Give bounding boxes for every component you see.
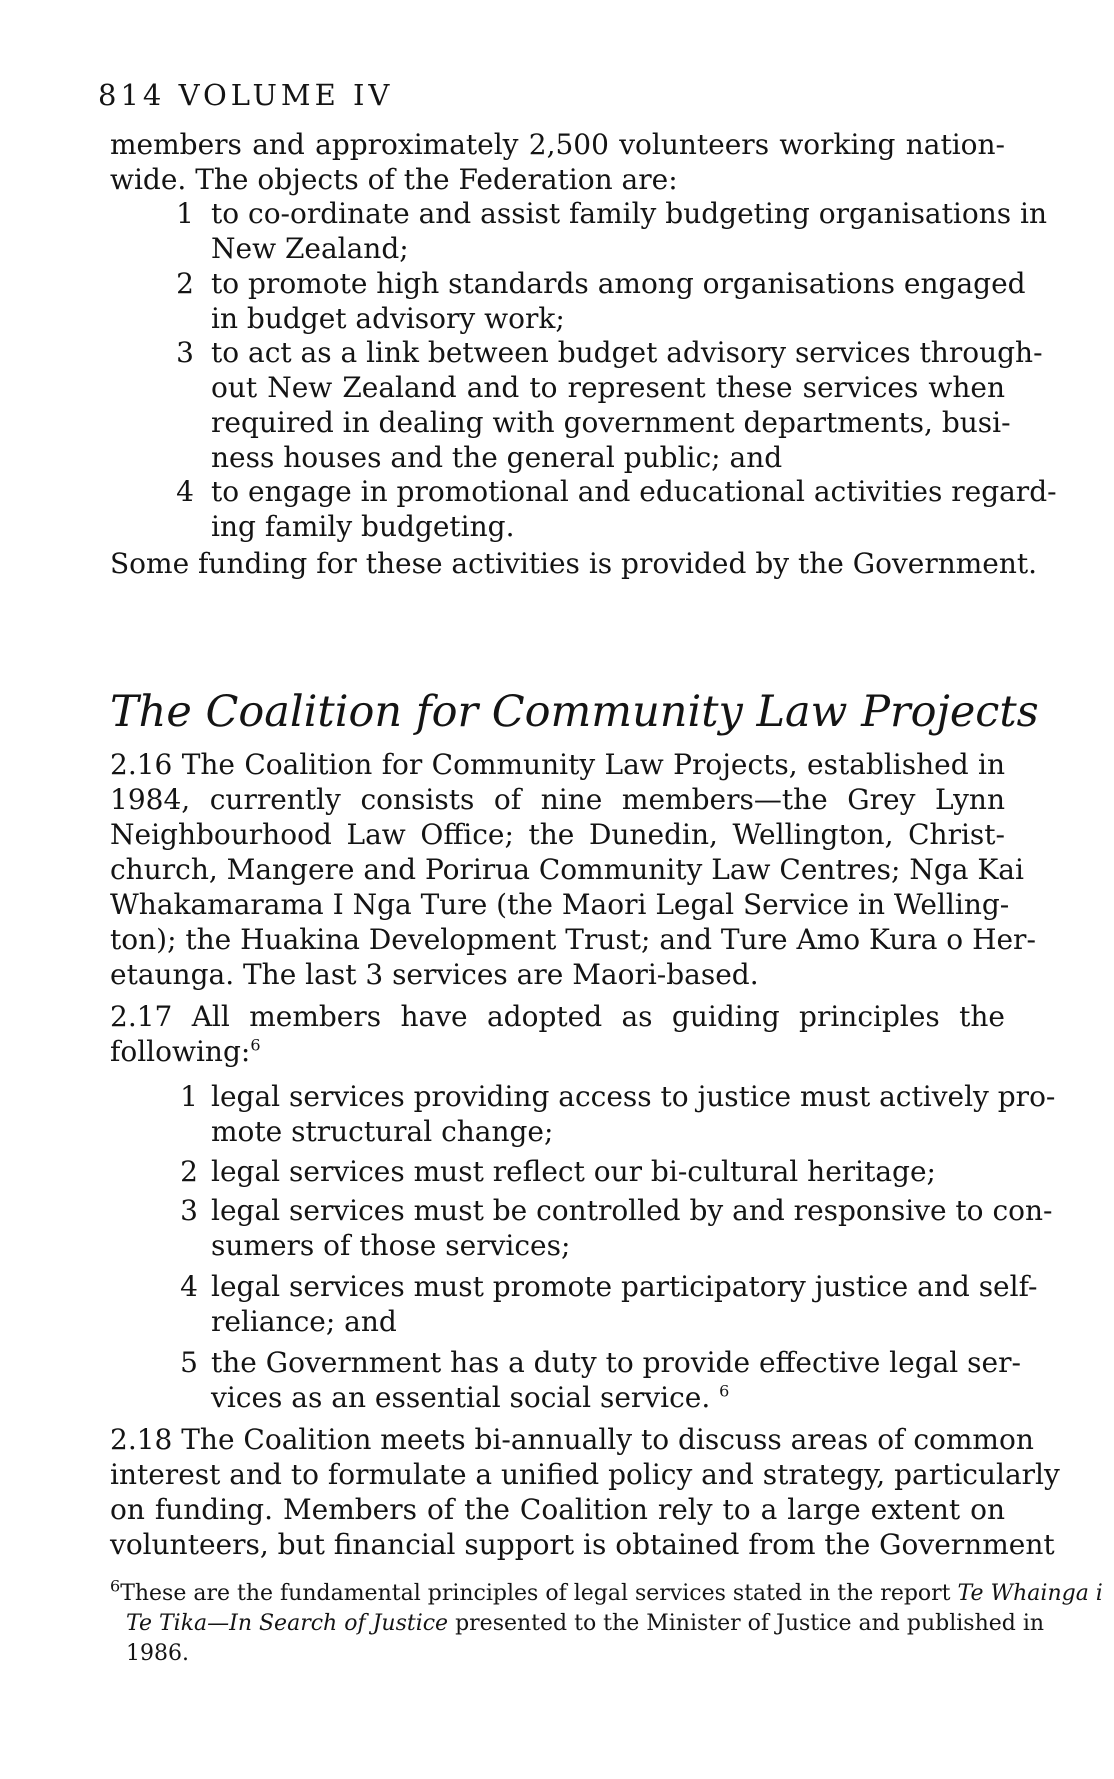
text-span: following: <box>110 1035 251 1068</box>
text-line: volunteers, but financial support is obtained from the Government <box>110 1528 1055 1561</box>
text-line: Some funding for these activities is provided by the Government. <box>110 547 1038 580</box>
list-number: 5 <box>180 1346 198 1379</box>
text-line: etaunga. The last 3 services are Maori-based. <box>110 958 759 991</box>
text-line: church, Mangere and Porirua Community Law Centres; Nga Kai <box>110 853 1024 886</box>
list-item-line: legal services must be controlled by and responsive to con- <box>211 1194 1053 1227</box>
text-line: 2.16 The Coalition for Community Law Projects, established in <box>110 748 1005 781</box>
list-item-line: to engage in promotional and educational activities regard- <box>211 475 1057 508</box>
list-item-line: mote structural change; <box>211 1115 554 1148</box>
list-item-line: ness houses and the general public; and <box>211 441 783 474</box>
list-item-line: legal services must promote participatory justice and self- <box>211 1270 1038 1303</box>
text-line: Neighbourhood Law Office; the Dunedin, Wellington, Christ- <box>110 818 1005 851</box>
footnote-line: 1986. <box>126 1641 189 1666</box>
list-item-line: to co-ordinate and assist family budgeting organisations in <box>211 197 1047 230</box>
list-number: 4 <box>180 1270 198 1303</box>
list-item-line <box>211 1381 1005 1415</box>
running-head: 814 VOLUME IV <box>98 78 394 112</box>
text-line: 2.18 The Coalition meets bi-annually to discuss areas of common <box>110 1423 1034 1456</box>
footnote-marker: 6 <box>110 1576 121 1596</box>
footnote-ref: 6 <box>250 1035 261 1055</box>
list-item-line: out New Zealand and to represent these services when <box>211 371 1005 404</box>
text-span: vices as an essential social service. <box>211 1381 711 1414</box>
text-line: 2.17 All members have adopted as guiding principles the <box>110 1000 1005 1033</box>
list-item-line: in budget advisory work; <box>211 302 565 335</box>
list-item-line: the Government has a duty to provide effective legal ser- <box>211 1346 1021 1379</box>
list-item-line: legal services must reflect our bi-cultural heritage; <box>211 1155 936 1188</box>
text-line <box>110 1035 1005 1069</box>
list-item-line: sumers of those services; <box>211 1229 571 1262</box>
list-number: 3 <box>180 1194 198 1227</box>
list-item-line: to promote high standards among organisations engaged <box>211 267 1026 300</box>
list-number: 4 <box>176 475 194 508</box>
list-number: 2 <box>180 1155 198 1188</box>
list-item-line: New Zealand; <box>211 232 409 265</box>
text-line: interest and to formulate a unified policy and strategy, particularly <box>110 1458 1060 1491</box>
footnote-line <box>126 1610 1045 1638</box>
list-item-line: to act as a link between budget advisory services through- <box>211 336 1043 369</box>
list-number: 1 <box>176 197 194 230</box>
text-line: on funding. Members of the Coalition rely to a large extent on <box>110 1493 1005 1526</box>
report-title: Te Whainga i <box>957 1581 1103 1606</box>
list-item-line: legal services providing access to justice must actively pro- <box>211 1080 1056 1113</box>
text-line: wide. The objects of the Federation are: <box>110 163 678 196</box>
list-item-line: required in dealing with government departments, busi- <box>211 406 1011 439</box>
text-line: members and approximately 2,500 volunteers working nation- <box>110 128 1005 161</box>
text-line: ton); the Huakina Development Trust; and Ture Amo Kura o Her- <box>110 923 1036 956</box>
text-span: presented to the Minister of Justice and published in <box>448 1611 1045 1636</box>
list-number: 2 <box>176 267 194 300</box>
text-line: Whakamarama I Nga Ture (the Maori Legal Service in Welling- <box>110 888 1010 921</box>
text-line: 1984, currently consists of nine members—the Grey Lynn <box>110 783 1005 816</box>
list-number: 1 <box>180 1080 198 1113</box>
text-span: These are the fundamental principles of legal services stated in the report <box>120 1581 958 1606</box>
footnote-ref: 6 <box>719 1381 730 1401</box>
list-item-line: reliance; and <box>211 1305 397 1338</box>
list-number: 3 <box>176 336 194 369</box>
list-item-line: ing family budgeting. <box>211 510 515 543</box>
footnote-line <box>110 1576 1103 1608</box>
section-heading: The Coalition for Community Law Projects <box>110 687 1039 737</box>
report-title: Te Tika—In Search of Justice <box>126 1611 449 1636</box>
